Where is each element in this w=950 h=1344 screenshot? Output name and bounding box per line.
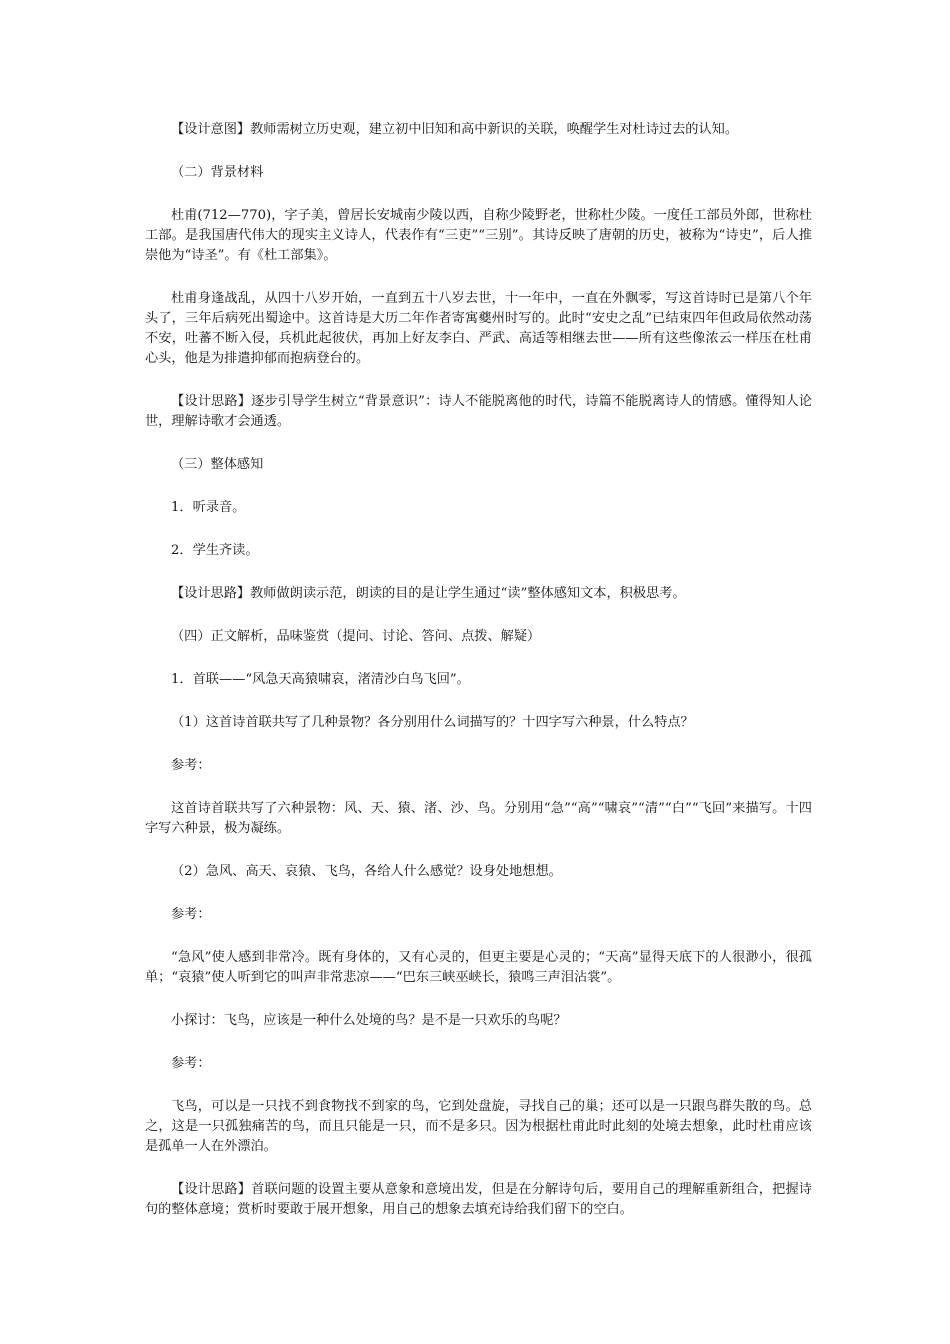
question-two: （2）急风、高天、哀猿、飞鸟，各给人什么感觉？设身处地想想。	[171, 864, 562, 879]
mini-discussion-answer: 飞鸟，可以是一只找不到食物找不到家的鸟，它到处盘旋，寻找自己的巢；还可以是一只跟鸟群失散的鸟。总之，这是一只孤独痛苦的鸟，而且只能是一只，而不是多只。因为根据杜甫此时此刻的处境去想象，此时杜甫应该是孤单一人在外漂泊。	[145, 1099, 812, 1154]
question-one: （1）这首诗首联共写了几种景物？各分别用什么词描写的？十四字写六种景，什么特点？	[171, 715, 694, 730]
background-paragraph-context: 杜甫身逢战乱，从四十八岁开始，一直到五十八岁去世，十一年中，一直在外飘零，写这首诗时已是第八个年头了，三年后病死出蜀途中。这首诗是大历二年作者寄寓夔州时写的。此时“安史之乱”已结束四年但政局依然动荡不安，吐蕃不断入侵，兵机此起彼伏，再加上好友李白、严武、高适等相继去世——所有这些像浓云一样压在杜甫心头，他是为排遣抑郁而抱病登台的。	[145, 291, 812, 366]
first-couplet-heading: 1．首联——“风急天高猿啸哀，渚清沙白鸟飞回”。	[171, 672, 470, 687]
step-read-aloud: 2．学生齐读。	[171, 543, 259, 558]
design-idea-paragraph-reading: 【设计思路】教师做朗读示范，朗读的目的是让学生通过“读”整体感知文本，积极思考。	[171, 586, 686, 601]
design-intent-paragraph: 【设计意图】教师需树立历史观，建立初中旧知和高中新识的关联，唤醒学生对杜诗过去的认知。	[171, 122, 739, 137]
section-heading-background: （二）背景材料	[171, 165, 264, 180]
design-idea-paragraph-first-couplet: 【设计思路】首联问题的设置主要从意象和意境出发，但是在分解诗句后，要用自己的理解重新组合，把握诗句的整体意境；赏析时要敢于展开想象，用自己的想象去填充诗给我们留下的空白。	[145, 1182, 812, 1217]
answer-two: “急风”使人感到非常冷。既有身体的，又有心灵的，但更主要是心灵的；“天高”显得天底下的人很渺小，很孤单；“哀猿”使人听到它的叫声非常悲凉——“巴东三峡巫峡长，猿鸣三声泪沾裳”。	[145, 950, 812, 985]
answer-one: 这首诗首联共写了六种景物：风、天、猿、渚、沙、鸟。分别用“急”“高”“啸哀”“清”“白”“飞回”来描写。十四字写六种景，极为凝练。	[145, 801, 812, 836]
reference-label: 参考：	[171, 907, 211, 922]
mini-discussion-question: 小探讨：飞鸟，应该是一种什么处境的鸟？是不是一只欢乐的鸟呢？	[171, 1013, 567, 1028]
section-heading-analysis: （四）正文解析，品味鉴赏（提问、讨论、答问、点拨、解疑）	[171, 629, 541, 644]
reference-label: 参考：	[171, 758, 211, 773]
background-paragraph-biography: 杜甫(712—770)，字子美，曾居长安城南少陵以西，自称少陵野老，世称杜少陵。一度任工部员外郎，世称杜工部。是我国唐代伟大的现实主义诗人，代表作有“三吏”“三别”。其诗反映了唐朝的历史，被称为“诗史”，后人推崇他为“诗圣”。有《杜工部集》。	[145, 208, 812, 263]
design-idea-paragraph-background: 【设计思路】逐步引导学生树立“背景意识”：诗人不能脱离他的时代，诗篇不能脱离诗人的情感。懂得知人论世，理解诗歌才会通透。	[145, 394, 812, 429]
reference-label: 参考：	[171, 1056, 211, 1071]
section-heading-overall-perception: （三）整体感知	[171, 457, 264, 472]
step-listen-recording: 1．听录音。	[171, 500, 246, 515]
